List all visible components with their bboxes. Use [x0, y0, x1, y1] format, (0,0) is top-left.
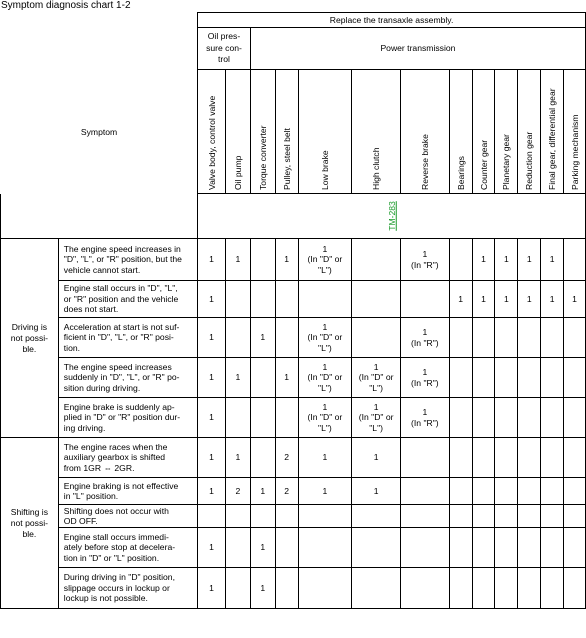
value-cell: 1: [518, 239, 541, 281]
value-cell: 1: [198, 528, 226, 568]
symptom-cell: Acceleration at start is not suf- ficient in "D", "L", or "R" posi- tion.: [58, 318, 197, 358]
value-cell: [400, 281, 449, 318]
value-cell: [495, 568, 518, 609]
column-header-label: Torque converter: [257, 125, 268, 190]
symptom-cell: During driving in "D" position, slippage occurs in lockup or lockup is not possible.: [58, 568, 197, 609]
value-cell: 1 (In "D" or "L"): [352, 398, 401, 438]
value-cell: [400, 528, 449, 568]
value-cell: [352, 318, 401, 358]
value-cell: [352, 568, 401, 609]
value-cell: [472, 318, 495, 358]
table-row: [1, 239, 586, 281]
symptom-cell: Engine braking is not effective in "L" position.: [58, 478, 197, 505]
column-header-label: Oil pump: [232, 155, 243, 190]
value-cell: 2: [275, 438, 298, 478]
value-cell: 1: [352, 478, 401, 505]
value-cell: [541, 478, 564, 505]
value-cell: 1 (In "R"): [400, 358, 449, 398]
value-cell: [449, 438, 472, 478]
value-cell: [518, 505, 541, 528]
value-cell: 1: [225, 239, 250, 281]
value-cell: [275, 318, 298, 358]
value-cell: [275, 528, 298, 568]
value-cell: [472, 398, 495, 438]
column-header-label: Bearings: [455, 156, 466, 190]
value-cell: [495, 398, 518, 438]
value-cell: [275, 398, 298, 438]
value-cell: [518, 528, 541, 568]
value-cell: [564, 239, 586, 281]
value-cell: [352, 239, 401, 281]
table-row: [1, 505, 586, 528]
symptom-header: Symptom: [1, 110, 198, 155]
value-cell: [495, 478, 518, 505]
value-cell: [472, 358, 495, 398]
value-cell: [225, 281, 250, 318]
column-header-10: [518, 70, 541, 194]
value-cell: 1: [198, 478, 226, 505]
value-cell: [225, 318, 250, 358]
value-cell: 1: [472, 239, 495, 281]
value-cell: [495, 358, 518, 398]
value-cell: [495, 438, 518, 478]
value-cell: 1: [198, 438, 226, 478]
value-cell: 1: [250, 478, 275, 505]
value-cell: [564, 398, 586, 438]
column-header-8: [472, 70, 495, 194]
value-cell: [564, 505, 586, 528]
value-cell: [541, 318, 564, 358]
power-transmission-header: Power transmission: [250, 28, 585, 70]
value-cell: 1: [198, 568, 226, 609]
value-cell: [449, 478, 472, 505]
column-header-label: Planetary gear: [501, 134, 512, 190]
value-cell: [449, 568, 472, 609]
value-cell: [449, 528, 472, 568]
value-cell: [400, 478, 449, 505]
value-cell: 1: [250, 568, 275, 609]
symptom-cell: The engine speed increases in "D", "L", or "R" position, but the vehicle cannot start.: [58, 239, 197, 281]
value-cell: [541, 358, 564, 398]
value-cell: 1: [564, 281, 586, 318]
value-cell: [250, 281, 275, 318]
value-cell: 1: [518, 281, 541, 318]
value-cell: [275, 505, 298, 528]
chart-title: Symptom diagnosis chart 1-2: [1, 0, 131, 11]
value-cell: 1: [495, 239, 518, 281]
value-cell: [400, 438, 449, 478]
value-cell: [564, 358, 586, 398]
value-cell: [518, 318, 541, 358]
column-header-label: Reduction gear: [523, 131, 534, 190]
value-cell: 2: [275, 478, 298, 505]
value-cell: [352, 505, 401, 528]
value-cell: [250, 239, 275, 281]
value-cell: 1: [198, 358, 226, 398]
value-cell: [225, 398, 250, 438]
value-cell: 1: [275, 239, 298, 281]
column-header-label: Parking mechanism: [569, 114, 580, 190]
column-header-label: Pulley, steel belt: [281, 128, 292, 190]
value-cell: 1: [449, 281, 472, 318]
symptom-cell: The engine races when the auxiliary gearbox is shifted from 1GR ⇔ 2GR.: [58, 438, 197, 478]
column-header-label: Valve body, control valve: [206, 95, 217, 190]
column-header-label: Final gear, differential gear: [546, 88, 557, 190]
table-row: [1, 398, 586, 438]
value-cell: 1: [298, 478, 352, 505]
value-cell: [352, 281, 401, 318]
table-row: [1, 528, 586, 568]
value-cell: [298, 528, 352, 568]
column-header-4: [298, 70, 352, 194]
value-cell: 1: [541, 239, 564, 281]
value-cell: [400, 568, 449, 609]
value-cell: [449, 318, 472, 358]
value-cell: [198, 505, 226, 528]
value-cell: 1: [495, 281, 518, 318]
value-cell: [518, 478, 541, 505]
value-cell: [472, 478, 495, 505]
value-cell: [518, 358, 541, 398]
value-cell: 2: [225, 478, 250, 505]
value-cell: [298, 505, 352, 528]
value-cell: [250, 398, 275, 438]
value-cell: [225, 505, 250, 528]
table-row: [1, 281, 586, 318]
value-cell: 1: [275, 358, 298, 398]
table-row: [1, 478, 586, 505]
value-cell: 1: [352, 438, 401, 478]
value-cell: [250, 358, 275, 398]
column-header-2: [250, 70, 275, 194]
replace-header: Replace the transaxle assembly.: [198, 13, 586, 28]
value-cell: [518, 398, 541, 438]
symptom-cell: Engine stall occurs in "D", "L", or "R" position and the vehicle does not start.: [58, 281, 197, 318]
value-cell: [564, 528, 586, 568]
value-cell: 1: [298, 438, 352, 478]
value-cell: 1 (In "D" or "L"): [352, 358, 401, 398]
value-cell: 1 (In "D" or "L"): [298, 398, 352, 438]
column-header-1: [225, 70, 250, 194]
value-cell: 1 (In "D" or "L"): [298, 239, 352, 281]
value-cell: 1: [250, 528, 275, 568]
symptom-diagnosis-table: [0, 12, 586, 609]
column-header-5: [352, 70, 401, 194]
value-cell: [472, 528, 495, 568]
value-cell: 1: [198, 239, 226, 281]
value-cell: [298, 281, 352, 318]
value-cell: [449, 239, 472, 281]
value-cell: [352, 528, 401, 568]
value-cell: [518, 438, 541, 478]
symptom-cell: The engine speed increases suddenly in "D", "L", or "R" po- sition during driving.: [58, 358, 197, 398]
value-cell: [275, 568, 298, 609]
value-cell: [495, 505, 518, 528]
value-cell: 1: [250, 318, 275, 358]
column-header-label: High clutch: [370, 147, 381, 190]
value-cell: 1 (In "R"): [400, 239, 449, 281]
symptom-cell: Shifting does not occur with OD OFF.: [58, 505, 197, 528]
group-label: Driving is not possi- ble.: [1, 239, 59, 438]
symptom-cell: Engine brake is suddenly ap- plied in "D" or "R" position dur- ing driving.: [58, 398, 197, 438]
value-cell: 1: [198, 281, 226, 318]
value-cell: [250, 438, 275, 478]
value-cell: [541, 505, 564, 528]
value-cell: 1 (In "R"): [400, 318, 449, 358]
value-cell: [495, 528, 518, 568]
column-header-7: [449, 70, 472, 194]
value-cell: [541, 438, 564, 478]
value-cell: 1: [225, 358, 250, 398]
column-header-label: Low brake: [319, 150, 330, 190]
value-cell: [449, 398, 472, 438]
value-cell: 1: [472, 281, 495, 318]
column-header-6: [400, 70, 449, 194]
value-cell: [449, 358, 472, 398]
table-row: [1, 438, 586, 478]
value-cell: [495, 318, 518, 358]
value-cell: [564, 478, 586, 505]
value-cell: [275, 281, 298, 318]
value-cell: 1: [198, 398, 226, 438]
value-cell: [225, 528, 250, 568]
column-header-9: [495, 70, 518, 194]
oil-pressure-control-header: Oil pres- sure con- trol: [198, 28, 251, 70]
value-cell: [472, 568, 495, 609]
value-cell: [472, 438, 495, 478]
value-cell: [541, 398, 564, 438]
value-cell: [298, 568, 352, 609]
value-cell: 1 (In "D" or "L"): [298, 318, 352, 358]
table-row: [1, 358, 586, 398]
value-cell: [564, 568, 586, 609]
value-cell: [564, 318, 586, 358]
value-cell: [225, 568, 250, 609]
value-cell: 1 (In "R"): [400, 398, 449, 438]
value-cell: [472, 505, 495, 528]
column-header-12: [564, 70, 586, 194]
value-cell: 1: [541, 281, 564, 318]
value-cell: [250, 505, 275, 528]
table-row: [1, 318, 586, 358]
value-cell: [449, 505, 472, 528]
column-header-0: [198, 70, 226, 194]
column-header-11: [541, 70, 564, 194]
value-cell: [564, 438, 586, 478]
symptom-cell: Engine stall occurs immedi- ately before stop at decelera- tion in "D" or "L" position.: [58, 528, 197, 568]
value-cell: 1: [225, 438, 250, 478]
value-cell: 1 (In "D" or "L"): [298, 358, 352, 398]
value-cell: [400, 505, 449, 528]
reference-link[interactable]: TM-283: [386, 201, 397, 231]
table-row: [1, 568, 586, 609]
value-cell: [518, 568, 541, 609]
column-header-label: Counter gear: [478, 139, 489, 190]
value-cell: [541, 528, 564, 568]
column-header-label: Reverse brake: [419, 134, 430, 190]
value-cell: [541, 568, 564, 609]
value-cell: 1: [198, 318, 226, 358]
column-header-3: [275, 70, 298, 194]
group-label: Shifting is not possi- ble.: [1, 438, 59, 609]
